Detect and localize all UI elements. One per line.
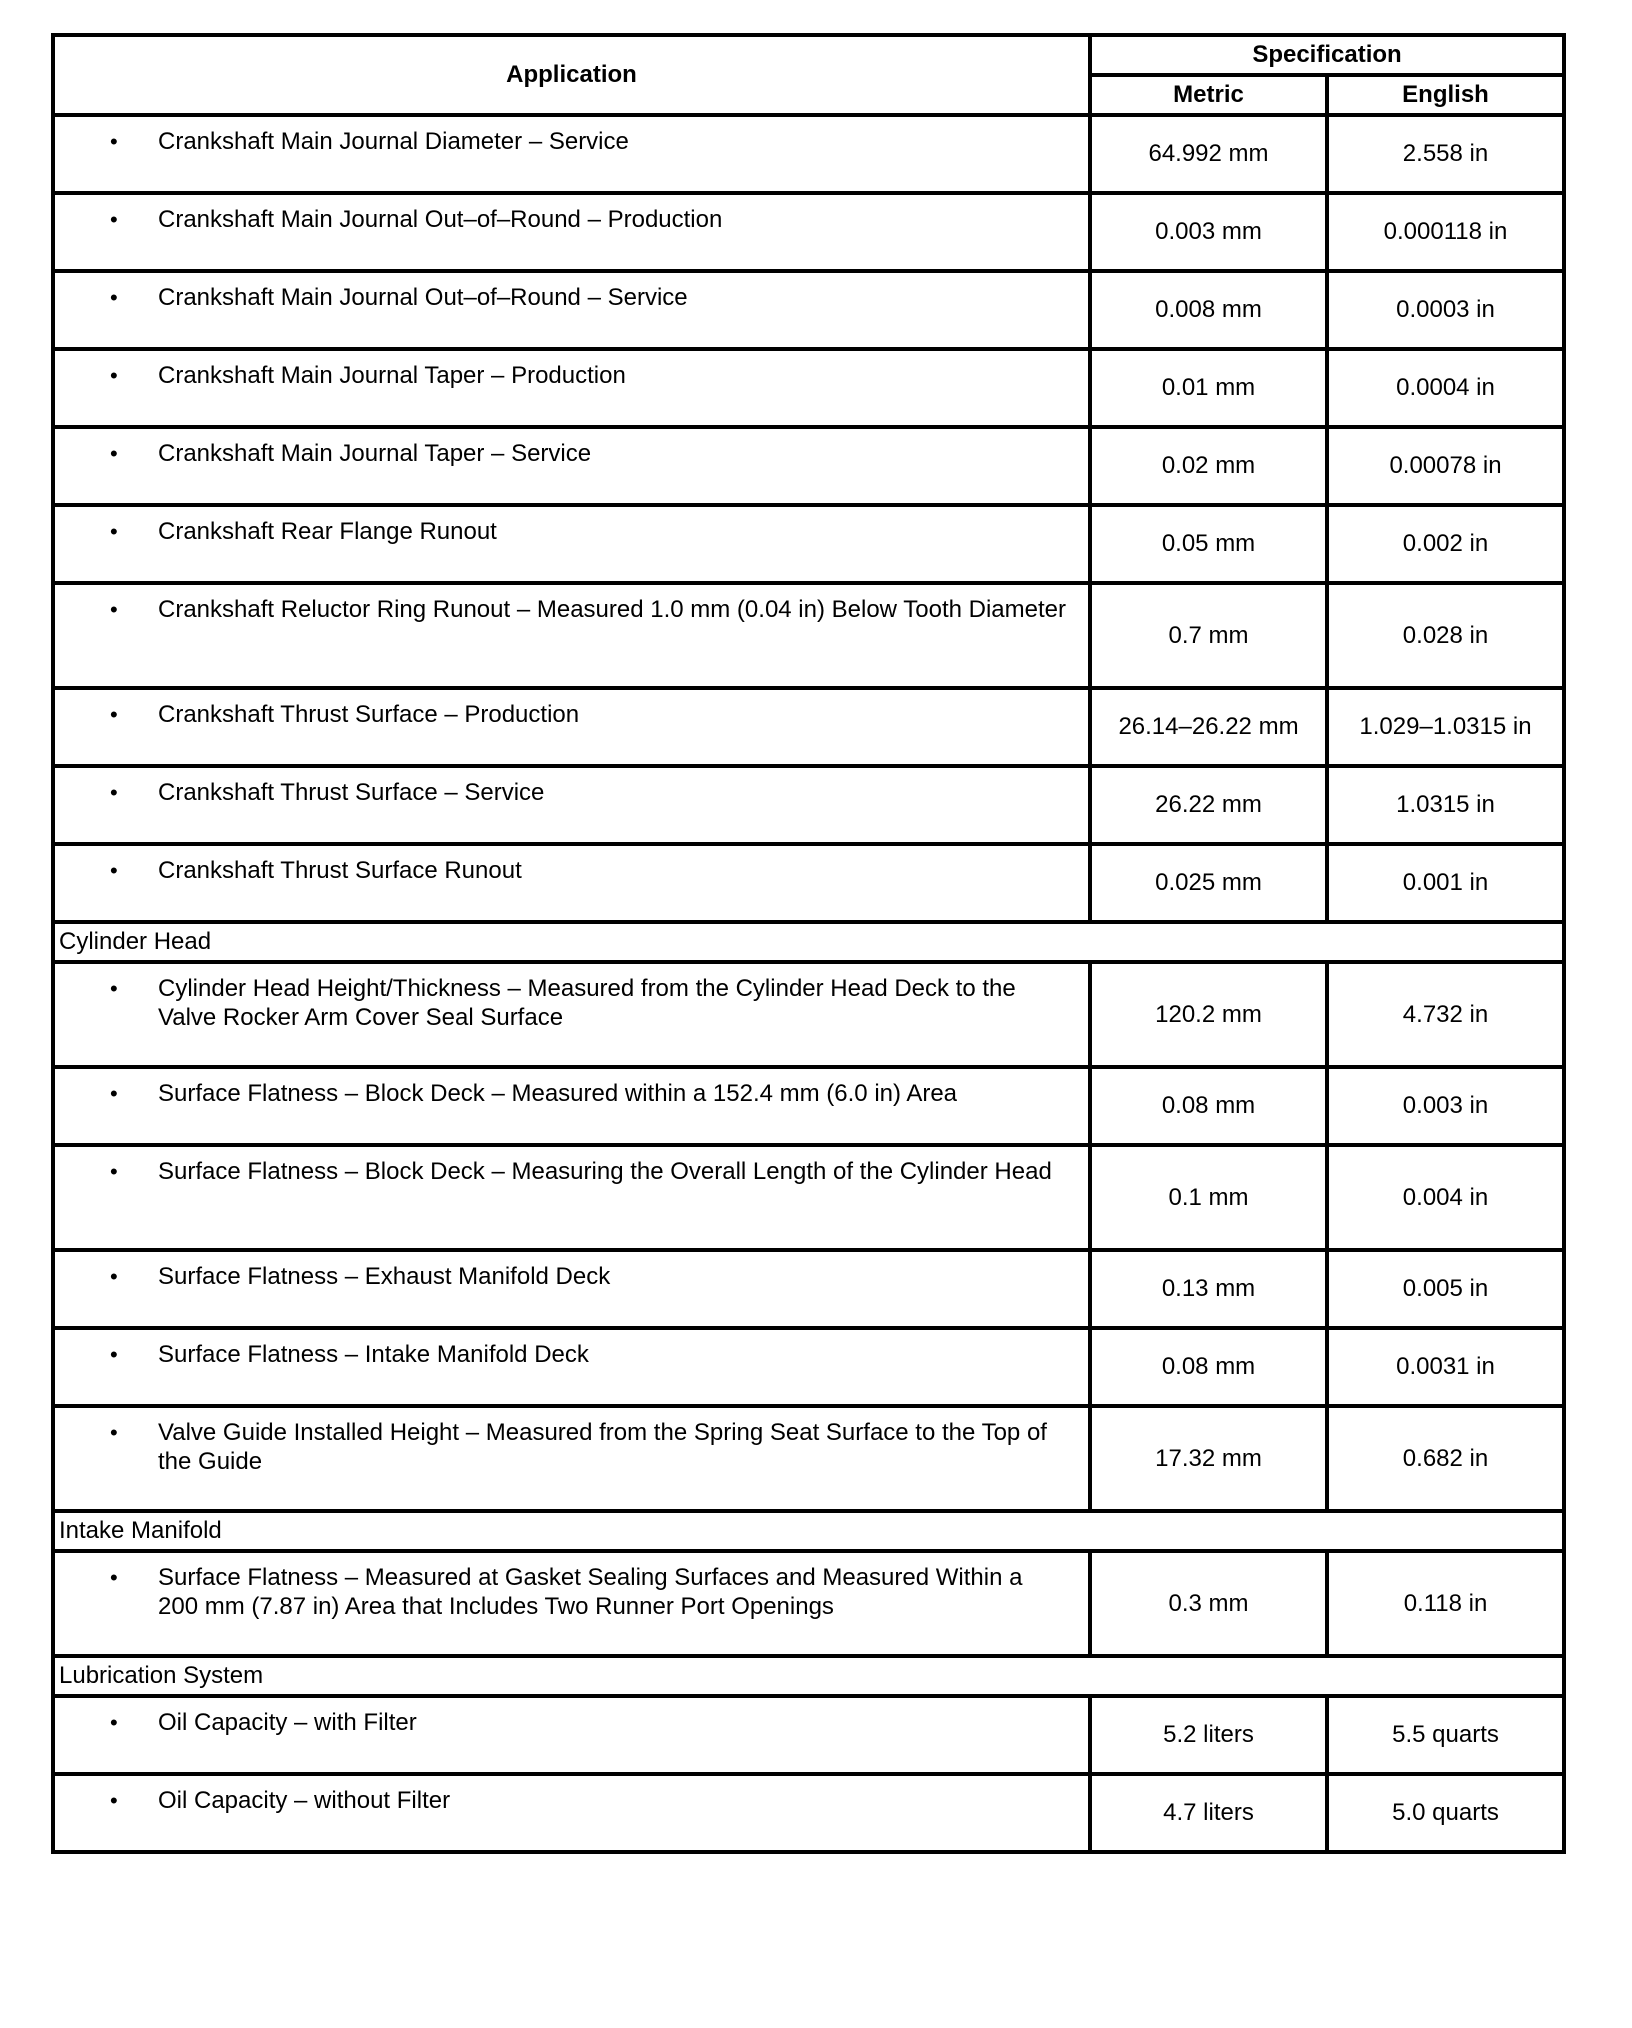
metric-value: 0.7 mm [1090,583,1327,688]
metric-value: 5.2 liters [1090,1696,1327,1774]
table-row [53,844,1564,922]
section-title: Cylinder Head [53,922,1564,962]
metric-value: 0.1 mm [1090,1145,1327,1250]
metric-value: 0.01 mm [1090,349,1327,427]
table-row [53,193,1564,271]
english-value: 0.0004 in [1327,349,1564,427]
metric-value: 4.7 liters [1090,1774,1327,1852]
table-row [53,1250,1564,1328]
application-cell [53,1551,1090,1656]
application-text: Oil Capacity – with Filter [158,1709,417,1736]
application-text: Crankshaft Main Journal Out–of–Round – Production [158,206,723,233]
bullet-icon: • [110,1420,118,1445]
bullet-icon: • [110,129,118,154]
table-row [53,583,1564,688]
bullet-icon: • [110,976,118,1001]
table-row [53,271,1564,349]
section-title: Lubrication System [53,1656,1564,1696]
table-row [53,1406,1564,1511]
english-value: 0.000118 in [1327,193,1564,271]
application-text: Oil Capacity – without Filter [158,1787,451,1814]
english-value: 5.0 quarts [1327,1774,1564,1852]
table-row [53,349,1564,427]
application-text: Crankshaft Main Journal Out–of–Round – Service [158,284,688,311]
application-cell [53,1067,1090,1145]
bullet-icon: • [110,780,118,805]
application-text: Surface Flatness – Block Deck – Measuring the Overall Length of the Cylinder Head [158,1158,1052,1185]
english-value: 5.5 quarts [1327,1696,1564,1774]
bullet-icon: • [110,1710,118,1735]
english-value: 4.732 in [1327,962,1564,1067]
bullet-icon: • [110,597,118,622]
application-text: Surface Flatness – Block Deck – Measured within a 152.4 mm (6.0 in) Area [158,1080,958,1107]
english-value: 0.003 in [1327,1067,1564,1145]
english-value: 0.682 in [1327,1406,1564,1511]
application-text: Crankshaft Thrust Surface – Service [158,779,545,806]
application-text: Valve Guide Installed Height – Measured from the Spring Seat Surface to the Top of the Guide [158,1419,1047,1475]
table-row [53,1145,1564,1250]
application-text: Crankshaft Main Journal Taper – Service [158,440,592,467]
bullet-icon: • [110,363,118,388]
metric-value: 0.08 mm [1090,1328,1327,1406]
bullet-icon: • [110,858,118,883]
application-text: Crankshaft Thrust Surface – Production [158,701,580,728]
metric-value: 26.14–26.22 mm [1090,688,1327,766]
table-row [53,1774,1564,1852]
bullet-icon: • [110,1788,118,1813]
english-value: 0.028 in [1327,583,1564,688]
application-cell [53,1696,1090,1774]
table-row [53,1551,1564,1656]
application-cell [53,1250,1090,1328]
application-text: Crankshaft Main Journal Taper – Production [158,362,626,389]
section-row [53,1656,1564,1696]
application-text: Crankshaft Reluctor Ring Runout – Measured 1.0 mm (0.04 in) Below Tooth Diameter [158,596,1066,623]
english-value: 0.001 in [1327,844,1564,922]
english-value: 0.00078 in [1327,427,1564,505]
application-cell [53,688,1090,766]
metric-value: 64.992 mm [1090,115,1327,193]
english-value: 0.118 in [1327,1551,1564,1656]
application-text: Crankshaft Rear Flange Runout [158,518,497,545]
specification-table [51,33,1566,1854]
section-row [53,1511,1564,1551]
bullet-icon: • [110,207,118,232]
metric-header: Metric [1090,75,1327,115]
english-header: English [1327,75,1564,115]
bullet-icon: • [110,1159,118,1184]
application-text: Crankshaft Main Journal Diameter – Service [158,128,629,155]
bullet-icon: • [110,1081,118,1106]
application-cell [53,1774,1090,1852]
english-value: 0.0031 in [1327,1328,1564,1406]
application-text: Crankshaft Thrust Surface Runout [158,857,522,884]
table-row [53,766,1564,844]
bullet-icon: • [110,519,118,544]
application-cell [53,193,1090,271]
application-cell [53,844,1090,922]
table-body [53,115,1564,1852]
metric-value: 0.02 mm [1090,427,1327,505]
english-value: 0.005 in [1327,1250,1564,1328]
english-value: 1.0315 in [1327,766,1564,844]
metric-value: 120.2 mm [1090,962,1327,1067]
english-value: 2.558 in [1327,115,1564,193]
bullet-icon: • [110,1565,118,1590]
application-cell [53,766,1090,844]
section-title: Intake Manifold [53,1511,1564,1551]
application-text: Cylinder Head Height/Thickness – Measured from the Cylinder Head Deck to the Valve Rocker Arm Cover Seal Surface [158,975,1016,1031]
application-cell [53,427,1090,505]
application-cell [53,1406,1090,1511]
metric-value: 0.025 mm [1090,844,1327,922]
table-row [53,1696,1564,1774]
specification-header: Specification [1090,35,1564,75]
section-row [53,922,1564,962]
table-row [53,1328,1564,1406]
metric-value: 0.008 mm [1090,271,1327,349]
application-cell [53,115,1090,193]
application-cell [53,1145,1090,1250]
application-cell [53,962,1090,1067]
application-cell [53,349,1090,427]
english-value: 0.002 in [1327,505,1564,583]
table-row [53,962,1564,1067]
table-row [53,505,1564,583]
table-row [53,1067,1564,1145]
bullet-icon: • [110,702,118,727]
metric-value: 0.003 mm [1090,193,1327,271]
application-text: Surface Flatness – Measured at Gasket Sealing Surfaces and Measured Within a 200 mm (7.87 in) Area that Includes Two Runner Port Openings [158,1564,1023,1620]
english-value: 1.029–1.0315 in [1327,688,1564,766]
application-text: Surface Flatness – Exhaust Manifold Deck [158,1263,611,1290]
application-cell [53,1328,1090,1406]
metric-value: 0.13 mm [1090,1250,1327,1328]
metric-value: 0.3 mm [1090,1551,1327,1656]
english-value: 0.004 in [1327,1145,1564,1250]
application-cell [53,271,1090,349]
application-header: Application [53,35,1090,115]
bullet-icon: • [110,285,118,310]
metric-value: 0.08 mm [1090,1067,1327,1145]
metric-value: 26.22 mm [1090,766,1327,844]
metric-value: 17.32 mm [1090,1406,1327,1511]
application-text: Surface Flatness – Intake Manifold Deck [158,1341,589,1368]
application-cell [53,505,1090,583]
bullet-icon: • [110,441,118,466]
table-row [53,427,1564,505]
table-row [53,115,1564,193]
bullet-icon: • [110,1264,118,1289]
application-cell [53,583,1090,688]
metric-value: 0.05 mm [1090,505,1327,583]
english-value: 0.0003 in [1327,271,1564,349]
table-row [53,688,1564,766]
bullet-icon: • [110,1342,118,1367]
